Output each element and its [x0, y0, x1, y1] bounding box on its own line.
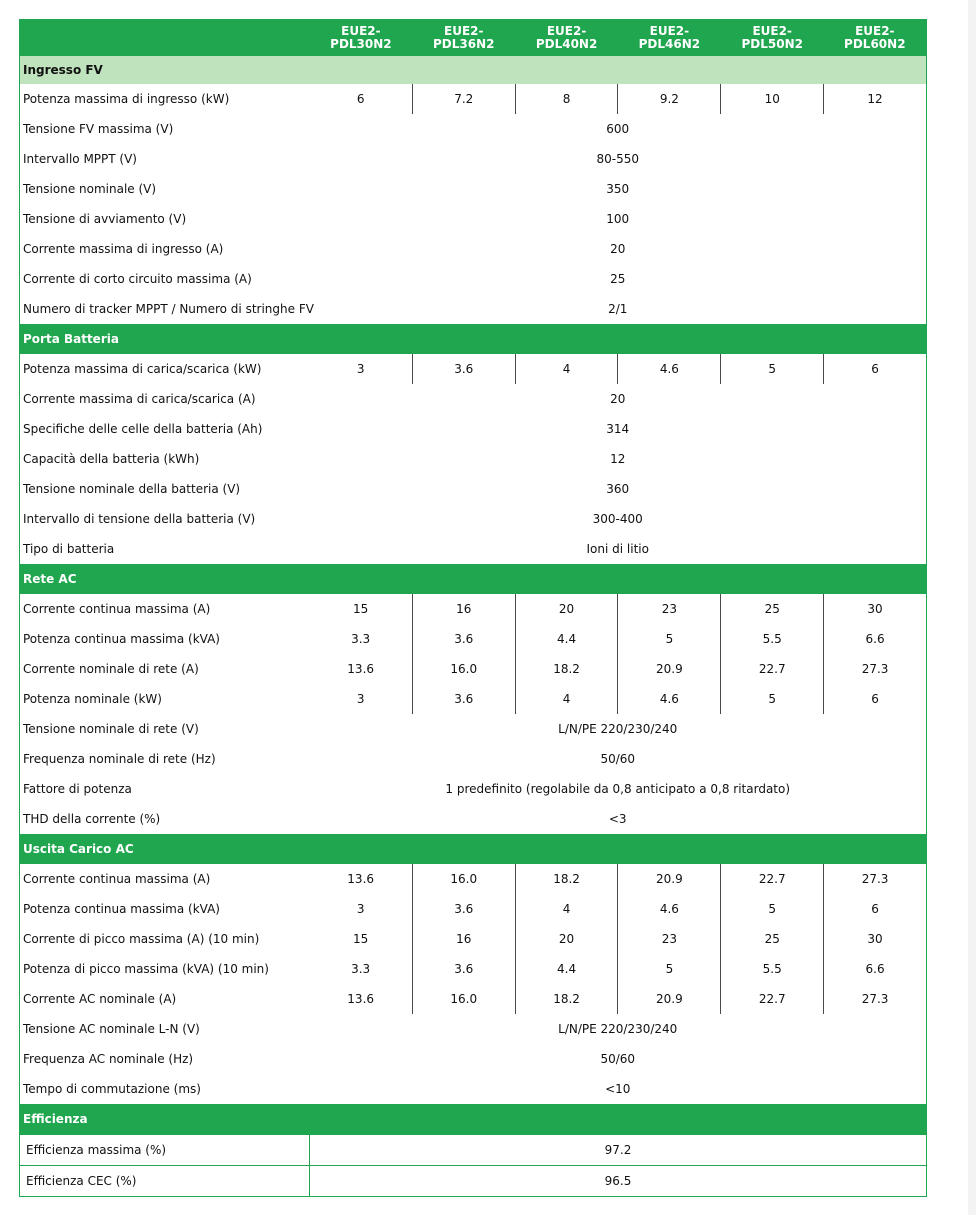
- value-cell: 27.3: [824, 864, 927, 894]
- table-row: [20, 234, 927, 264]
- row-label: Frequenza AC nominale (Hz): [23, 1052, 194, 1066]
- row-label: Potenza nominale (kW): [23, 692, 162, 706]
- shared-value-cell: L/N/PE 220/230/240: [558, 722, 678, 736]
- table-header: [20, 20, 927, 57]
- value-cell: 20.9: [618, 984, 721, 1014]
- row-label: Numero di tracker MPPT / Numero di stringhe FV: [23, 302, 314, 316]
- row-label: Frequenza nominale di rete (Hz): [23, 752, 216, 766]
- section-title: Ingresso FV: [20, 56, 310, 84]
- table-row: [20, 174, 927, 204]
- section-header: [20, 834, 927, 864]
- value-cell: 5: [618, 624, 721, 654]
- value-cell: 18.2: [515, 864, 618, 894]
- table-row: [20, 1014, 927, 1044]
- table-row: [20, 1074, 927, 1104]
- section-fill: [310, 834, 927, 864]
- value-cell: 4.4: [515, 954, 618, 984]
- value-cell: 20: [515, 594, 618, 624]
- value-cell: 18.2: [515, 654, 618, 684]
- shared-value-cell: 12: [610, 452, 626, 466]
- value-cell: 3.6: [412, 894, 515, 924]
- table-row: [20, 864, 927, 894]
- value-cell: 6: [824, 894, 927, 924]
- value-cell: 4.6: [618, 684, 721, 714]
- row-label: Efficienza CEC (%): [20, 1166, 310, 1197]
- shared-value-cell: 25: [610, 272, 626, 286]
- value-cell: 4: [515, 894, 618, 924]
- model-header: EUE2- PDL36N2: [412, 20, 515, 57]
- row-label: Tensione FV massima (V): [23, 122, 174, 136]
- row-label: Tensione AC nominale L-N (V): [23, 1022, 200, 1036]
- shared-value-cell: 80-550: [596, 152, 639, 166]
- table-row: [20, 1135, 927, 1166]
- value-cell: 3.6: [412, 624, 515, 654]
- value-cell: 6: [824, 354, 927, 384]
- shared-value-cell: 97.2: [310, 1135, 927, 1166]
- row-label: Corrente nominale di rete (A): [23, 662, 199, 676]
- header-corner: [20, 20, 310, 57]
- value-cell: 3.6: [412, 354, 515, 384]
- row-label: Corrente continua massima (A): [23, 602, 211, 616]
- row-label: Potenza di picco massima (kVA) (10 min): [23, 962, 269, 976]
- row-label: Corrente di corto circuito massima (A): [23, 272, 252, 286]
- row-label: Capacità della batteria (kWh): [23, 452, 200, 466]
- table-row: [20, 924, 927, 954]
- table-row: [20, 804, 927, 834]
- value-cell: 5: [721, 354, 824, 384]
- value-cell: 4.6: [618, 894, 721, 924]
- value-cell: 12: [824, 84, 927, 114]
- value-cell: 23: [618, 594, 721, 624]
- row-label: Corrente di picco massima (A) (10 min): [23, 932, 260, 946]
- shared-value-cell: L/N/PE 220/230/240: [558, 1022, 678, 1036]
- table-row: [20, 204, 927, 234]
- table-row: [20, 954, 927, 984]
- value-cell: 4.4: [515, 624, 618, 654]
- row-label: Tensione nominale (V): [23, 182, 157, 196]
- row-label: Potenza continua massima (kVA): [23, 632, 220, 646]
- section-header: [20, 324, 927, 354]
- row-label: Potenza continua massima (kVA): [23, 902, 220, 916]
- shared-value-cell: 100: [606, 212, 630, 226]
- value-cell: 16.0: [412, 984, 515, 1014]
- row-label: Intervallo di tensione della batteria (V): [23, 512, 256, 526]
- value-cell: 16.0: [412, 864, 515, 894]
- row-label: Corrente continua massima (A): [23, 872, 211, 886]
- value-cell: 5: [721, 894, 824, 924]
- shared-value-cell: 360: [606, 482, 630, 496]
- shared-value-cell: <3: [608, 812, 627, 826]
- value-cell: 5: [721, 684, 824, 714]
- table-row: [20, 264, 927, 294]
- table-row: [20, 444, 927, 474]
- section-title: Rete AC: [20, 564, 310, 594]
- row-label: THD della corrente (%): [23, 812, 161, 826]
- value-cell: 4: [515, 354, 618, 384]
- value-cell: 13.6: [347, 992, 375, 1006]
- shared-value-cell: 600: [606, 122, 630, 136]
- table-row: [20, 684, 927, 714]
- value-cell: 3.3: [351, 632, 371, 646]
- row-label: Specifiche delle celle della batteria (Ah): [23, 422, 263, 436]
- row-label: Corrente AC nominale (A): [23, 992, 177, 1006]
- shared-value-cell: <10: [605, 1082, 631, 1096]
- value-cell: 6.6: [824, 624, 927, 654]
- value-cell: 18.2: [515, 984, 618, 1014]
- section-title: Efficienza: [20, 1104, 310, 1135]
- value-cell: 27.3: [824, 654, 927, 684]
- shared-value-cell: 96.5: [310, 1166, 927, 1197]
- value-cell: 10: [721, 84, 824, 114]
- row-label: Fattore di potenza: [23, 782, 132, 796]
- section-title: Porta Batteria: [20, 324, 310, 354]
- value-cell: 22.7: [721, 984, 824, 1014]
- table-row: [20, 144, 927, 174]
- value-cell: 15: [353, 932, 369, 946]
- shared-value-cell: 50/60: [600, 1052, 636, 1066]
- table-row: [20, 534, 927, 564]
- value-cell: 3.3: [351, 962, 371, 976]
- section-header: [20, 564, 927, 594]
- value-cell: 22.7: [721, 654, 824, 684]
- shared-value-cell: 50/60: [600, 752, 636, 766]
- value-cell: 5: [618, 954, 721, 984]
- row-label: Potenza massima di ingresso (kW): [23, 92, 230, 106]
- value-cell: 4: [515, 684, 618, 714]
- model-header: EUE2- PDL50N2: [721, 20, 824, 57]
- shared-value-cell: 314: [606, 422, 630, 436]
- value-cell: 30: [824, 924, 927, 954]
- table-row: [20, 744, 927, 774]
- value-cell: 16: [412, 594, 515, 624]
- table-row: [20, 1166, 927, 1197]
- value-cell: 20: [515, 924, 618, 954]
- row-label: Tensione nominale della batteria (V): [23, 482, 241, 496]
- table-row: [20, 504, 927, 534]
- model-header: EUE2- PDL46N2: [618, 20, 721, 57]
- section-fill: [310, 56, 927, 84]
- value-cell: 9.2: [618, 84, 721, 114]
- section-header: [20, 1104, 927, 1135]
- value-cell: 25: [721, 594, 824, 624]
- header-row: [20, 20, 927, 57]
- row-label: Tipo di batteria: [23, 542, 115, 556]
- value-cell: 3: [356, 692, 365, 706]
- value-cell: 13.6: [347, 662, 375, 676]
- row-label: Tensione di avviamento (V): [23, 212, 187, 226]
- table-row: [20, 384, 927, 414]
- page-edge: [968, 0, 976, 1215]
- value-cell: 30: [824, 594, 927, 624]
- row-label: Tempo di commutazione (ms): [23, 1082, 201, 1096]
- value-cell: 3: [356, 362, 365, 376]
- value-cell: 3: [356, 902, 365, 916]
- table-row: [20, 294, 927, 324]
- value-cell: 23: [618, 924, 721, 954]
- row-label: Corrente massima di carica/scarica (A): [23, 392, 256, 406]
- value-cell: 4.6: [618, 354, 721, 384]
- section-fill: [310, 564, 927, 594]
- row-label: Potenza massima di carica/scarica (kW): [23, 362, 262, 376]
- table-row: [20, 984, 927, 1014]
- value-cell: 25: [721, 924, 824, 954]
- section-fill: [310, 1104, 927, 1135]
- value-cell: 6.6: [824, 954, 927, 984]
- row-label: Tensione nominale di rete (V): [23, 722, 199, 736]
- table-row: [20, 114, 927, 144]
- value-cell: 5.5: [721, 954, 824, 984]
- shared-value-cell: 2/1: [608, 302, 628, 316]
- shared-value-cell: 300-400: [592, 512, 643, 526]
- row-label: Efficienza massima (%): [20, 1135, 310, 1166]
- table-row: [20, 774, 927, 804]
- table-body: [20, 56, 927, 1197]
- table-row: [20, 654, 927, 684]
- value-cell: 13.6: [347, 872, 375, 886]
- shared-value-cell: Ioni di litio: [586, 542, 649, 556]
- table-row: [20, 594, 927, 624]
- spec-table: [19, 19, 927, 1197]
- model-header: EUE2- PDL40N2: [515, 20, 618, 57]
- section-header: [20, 56, 927, 84]
- shared-value-cell: 20: [610, 392, 626, 406]
- value-cell: 22.7: [721, 864, 824, 894]
- table-row: [20, 414, 927, 444]
- shared-value-cell: 20: [610, 242, 626, 256]
- shared-value-cell: 350: [606, 182, 630, 196]
- table-row: [20, 894, 927, 924]
- row-label: Corrente massima di ingresso (A): [23, 242, 224, 256]
- shared-value-cell: 1 predefinito (regolabile da 0,8 anticipato a 0,8 ritardato): [445, 782, 791, 796]
- table-row: [20, 714, 927, 744]
- table-row: [20, 474, 927, 504]
- value-cell: 7.2: [412, 84, 515, 114]
- table-row: [20, 84, 927, 114]
- model-header: EUE2- PDL30N2: [310, 20, 413, 57]
- section-fill: [310, 324, 927, 354]
- value-cell: 20.9: [618, 864, 721, 894]
- value-cell: 6: [824, 684, 927, 714]
- value-cell: 8: [515, 84, 618, 114]
- value-cell: 20.9: [618, 654, 721, 684]
- value-cell: 6: [356, 92, 365, 106]
- section-title: Uscita Carico AC: [20, 834, 310, 864]
- table-row: [20, 1044, 927, 1074]
- value-cell: 15: [353, 602, 369, 616]
- table-row: [20, 624, 927, 654]
- value-cell: 16: [412, 924, 515, 954]
- row-label: Intervallo MPPT (V): [23, 152, 137, 166]
- value-cell: 3.6: [412, 954, 515, 984]
- value-cell: 3.6: [412, 684, 515, 714]
- value-cell: 27.3: [824, 984, 927, 1014]
- value-cell: 16.0: [412, 654, 515, 684]
- table-row: [20, 354, 927, 384]
- value-cell: 5.5: [721, 624, 824, 654]
- model-header: EUE2- PDL60N2: [824, 20, 927, 57]
